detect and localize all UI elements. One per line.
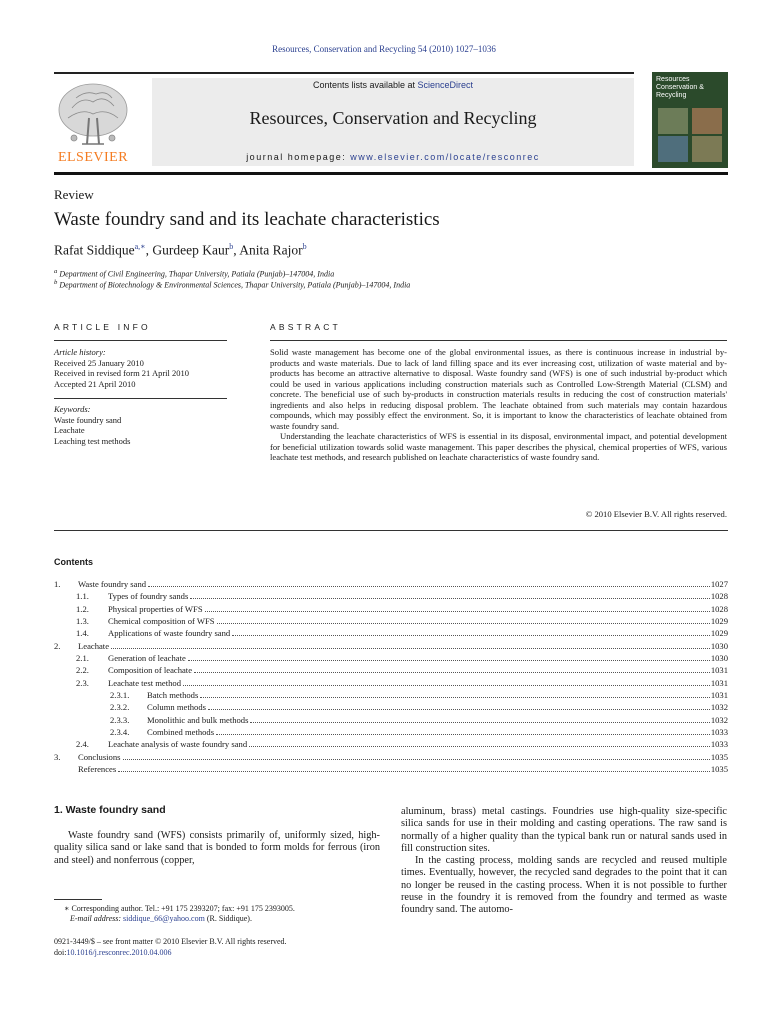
article-info-rule — [54, 340, 227, 341]
affiliation-mark: b — [54, 279, 58, 286]
footnote-rule — [54, 899, 102, 900]
toc-page-number: 1030 — [710, 640, 728, 651]
toc-entry[interactable] — [54, 616, 728, 628]
footnote-mark: ∗ — [64, 904, 70, 913]
homepage-link[interactable]: www.elsevier.com/locate/resconrec — [350, 152, 540, 162]
toc-number: 2.4. — [76, 739, 89, 750]
toc-title: References — [78, 764, 117, 775]
cover-title-line: Recycling — [656, 92, 687, 99]
toc-page-number: 1033 — [710, 739, 728, 750]
toc-page-number: 1032 — [710, 702, 728, 713]
article-info-heading: ARTICLE INFO — [54, 322, 151, 332]
body-paragraph: In the casting process, molding sands are recycled and reused multiple times. Eventually, however, the recycled sand degrades to the point that it can no longer be reused in the casting process. When it is not possible to further reuse in the foundry it is removed from the foundry and termed as waste foundry sand. The automo- — [401, 855, 727, 916]
header-thick-rule — [54, 172, 728, 175]
toc-entry[interactable] — [54, 764, 728, 776]
toc-title: Leachate analysis of waste foundry sand — [108, 739, 248, 750]
toc-page-number: 1030 — [710, 653, 728, 664]
keywords-label: Keywords: — [54, 404, 91, 414]
doi-line — [54, 948, 172, 959]
toc-page-number: 1028 — [710, 591, 728, 602]
body-paragraph: aluminum, brass) metal castings. Foundries use high-quality size-specific silica sands for use in their molding and casting operations. The raw sand is normally of a higher quality than the typical bank run or natural sands used in fill construction sites. — [401, 806, 727, 854]
toc-leader — [194, 666, 710, 673]
article-history — [54, 347, 189, 389]
toc-page-number: 1031 — [710, 690, 728, 701]
toc-entry[interactable] — [54, 604, 728, 616]
toc-number: 2.3.2. — [110, 702, 130, 713]
author-name: Anita Rajor — [239, 242, 303, 258]
toc-leader — [200, 691, 709, 698]
journal-cover-thumbnail — [652, 72, 728, 168]
abstract-heading: ABSTRACT — [270, 322, 341, 332]
author-affiliation-mark[interactable]: b — [229, 242, 234, 251]
section-heading: 1. Waste foundry sand — [54, 804, 166, 816]
toc-number: 1. — [54, 579, 61, 589]
toc-entry[interactable] — [54, 752, 728, 764]
toc-entry[interactable] — [54, 591, 728, 603]
toc-page-number: 1031 — [710, 665, 728, 676]
abstract-paragraph: Solid waste management has become one of the global environmental issues, as there is continuous increase in industrial by-products and waste materials. Due to lack of land filling space and its ever increasing cost, utilization of waste material and by-products has become an attractive alternative to disposal. Waste foundry sand (WFS) is one of such industrial by-product which could be used in various applications including construction materials such as Controlled Low-Strength Material (CLSM) and concrete. The beneficial use of such by-products in construction materials results in reducing the cost of construction materials' ingredients and also helps in reducing disposal problem. The leachate obtained from such materials may contain hazardous compounds, which may possibly effect the environment. So, it is important to know the characteristics of leachate obtained from waste foundry sand. — [270, 347, 727, 431]
abstract-body — [270, 347, 727, 463]
toc-entry[interactable] — [54, 678, 728, 690]
toc-entry[interactable] — [54, 690, 728, 702]
author-separator: , — [145, 242, 153, 258]
contents-availability — [152, 80, 634, 90]
toc-number: 2.1. — [76, 653, 89, 664]
affiliation — [54, 279, 410, 290]
cover-title — [656, 76, 704, 100]
author-affiliation-mark[interactable]: a,∗ — [134, 242, 146, 251]
article-type: Review — [54, 187, 94, 202]
keyword: Waste foundry sand — [54, 414, 122, 425]
abstract-paragraph: Understanding the leachate characteristics of WFS is essential in its disposal, environmental impact, and potential development for beneficial utilization towards solid waste management. This paper describes the physical, chemical properties of WFS, various leachate test methods, and research published on leachate characteristics of waste foundry sand. — [270, 431, 727, 462]
toc-entry[interactable] — [54, 665, 728, 677]
keyword: Leachate — [54, 425, 85, 435]
footnote-text: Corresponding author. Tel.: +91 175 2393207; fax: +91 175 2393005. — [71, 904, 295, 913]
toc-entry[interactable] — [54, 727, 728, 739]
toc-page-number: 1031 — [710, 677, 728, 688]
toc-number: 2.2. — [76, 665, 89, 676]
affiliation-text: Department of Biotechnology & Environmental Sciences, Thapar University, Patiala (Punjab)–147004, India — [59, 280, 411, 290]
affiliation — [54, 268, 334, 279]
history-label: Article history: — [54, 347, 106, 357]
toc-leader — [111, 642, 710, 649]
toc-entry[interactable] — [54, 702, 728, 714]
toc-leader — [232, 629, 710, 636]
toc-leader — [217, 617, 710, 624]
toc-title: Generation of leachate — [108, 653, 186, 664]
toc-title: Physical properties of WFS — [108, 603, 203, 614]
author-affiliation-mark[interactable]: b — [302, 242, 307, 251]
toc-entry[interactable] — [54, 641, 728, 653]
affiliation-mark: a — [54, 268, 58, 275]
toc-title: Waste foundry sand — [78, 579, 147, 589]
body-column-right — [401, 806, 727, 917]
corresponding-author-note — [54, 904, 384, 924]
toc-leader — [118, 765, 710, 772]
contents-prefix: Contents lists available at — [312, 80, 418, 90]
toc-leader — [188, 654, 710, 661]
toc-page-number: 1032 — [710, 714, 728, 725]
cover-photo — [658, 108, 688, 134]
toc-page-number: 1027 — [710, 579, 728, 589]
toc-leader — [216, 728, 710, 735]
history-entry: Received in revised form 21 April 2010 — [54, 368, 190, 378]
toc-leader — [249, 740, 710, 747]
keyword: Leaching test methods — [54, 435, 131, 446]
abstract-bottom-rule — [54, 530, 728, 531]
toc-leader — [190, 592, 710, 599]
affiliation-text: Department of Civil Engineering, Thapar University, Patiala (Punjab)–147004, India — [59, 269, 335, 279]
email-label: E-mail address: — [70, 914, 124, 923]
body-column-left — [54, 830, 380, 867]
toc-number: 1.2. — [76, 603, 89, 614]
toc-leader — [148, 580, 710, 587]
toc-page-number: 1029 — [710, 616, 728, 627]
toc-entry[interactable] — [54, 715, 728, 727]
footnote-line — [54, 914, 384, 924]
toc-leader — [205, 605, 710, 612]
journal-citation[interactable]: Resources, Conservation and Recycling 54 (2010) 1027–1036 — [272, 44, 496, 54]
toc-entry[interactable] — [54, 739, 728, 751]
cover-title-line: Resources — [656, 76, 690, 83]
toc-title: Monolithic and bulk methods — [147, 714, 249, 725]
toc-entry[interactable] — [54, 653, 728, 665]
toc-title: Composition of leachate — [108, 665, 193, 676]
toc-title: Applications of waste foundry sand — [108, 628, 231, 639]
toc-number: 2.3. — [76, 677, 89, 688]
homepage-prefix: journal homepage: — [246, 152, 351, 162]
toc-title: Types of foundry sands — [108, 591, 189, 602]
toc-number: 1.4. — [76, 628, 89, 639]
abstract-rule — [270, 340, 727, 341]
toc-number: 2.3.4. — [110, 727, 130, 738]
toc-title: Conclusions — [78, 751, 121, 762]
toc-number: 2.3.1. — [110, 690, 130, 701]
toc-page-number: 1029 — [710, 628, 728, 639]
toc-page-number: 1035 — [710, 751, 728, 762]
header-rule — [54, 72, 634, 74]
keywords-rule — [54, 398, 227, 399]
toc-leader — [250, 716, 709, 723]
toc-title: Chemical composition of WFS — [108, 616, 215, 627]
history-entry: Received 25 January 2010 — [54, 357, 144, 368]
toc-page-number: 1028 — [710, 603, 728, 614]
toc-title: Batch methods — [147, 690, 199, 701]
cover-photo — [692, 136, 722, 162]
toc-title: Leachate test method — [108, 677, 182, 688]
journal-homepage — [152, 152, 634, 162]
toc-number: 2. — [54, 640, 61, 651]
toc-entry[interactable] — [54, 579, 728, 591]
author-name: Gurdeep Kaur — [152, 242, 230, 258]
body-paragraph: Waste foundry sand (WFS) consists primarily of, uniformly sized, high-quality silica sand or lake sand that is bonded to form molds for ferrous (iron and steel) and nonferrous (copper, — [54, 830, 380, 866]
toc-title: Combined methods — [147, 727, 215, 738]
toc-leader — [123, 753, 710, 760]
toc-number: 1.3. — [76, 616, 89, 627]
footnote-line — [54, 904, 384, 914]
author-name: Rafat Siddique — [54, 242, 135, 258]
keywords — [54, 404, 130, 446]
elsevier-wordmark: ELSEVIER — [57, 150, 129, 165]
toc-number: 3. — [54, 751, 61, 762]
toc-number: 2.3.3. — [110, 714, 130, 725]
doi-prefix: doi: — [54, 948, 67, 957]
toc-title: Column methods — [147, 702, 206, 713]
abstract-copyright: © 2010 Elsevier B.V. All rights reserved. — [585, 509, 727, 519]
toc-title: Leachate — [78, 640, 110, 651]
table-of-contents — [54, 579, 728, 777]
toc-leader — [208, 703, 710, 710]
toc-page-number: 1035 — [710, 764, 728, 775]
contents-title: Contents — [54, 557, 93, 567]
cover-photo — [692, 108, 722, 134]
front-matter-line: 0921-3449/$ – see front matter © 2010 Elsevier B.V. All rights reserved. — [54, 937, 287, 946]
cover-photo — [658, 136, 688, 162]
email-suffix: (R. Siddique). — [204, 914, 252, 923]
doi-link[interactable]: 10.1016/j.resconrec.2010.04.006 — [66, 948, 172, 957]
sciencedirect-link[interactable]: ScienceDirect — [417, 80, 474, 90]
toc-number: 1.1. — [76, 591, 89, 602]
history-entry: Accepted 21 April 2010 — [54, 378, 136, 389]
toc-entry[interactable] — [54, 628, 728, 640]
author-separator: , — [233, 242, 240, 258]
toc-leader — [183, 679, 710, 686]
cover-title-line: Conservation & — [656, 84, 704, 91]
email-link[interactable]: siddique_66@yahoo.com — [123, 914, 205, 923]
journal-title: Resources, Conservation and Recycling — [249, 108, 537, 128]
paper-title: Waste foundry sand and its leachate characteristics — [54, 209, 440, 230]
author-list — [54, 242, 307, 259]
toc-page-number: 1033 — [710, 727, 728, 738]
